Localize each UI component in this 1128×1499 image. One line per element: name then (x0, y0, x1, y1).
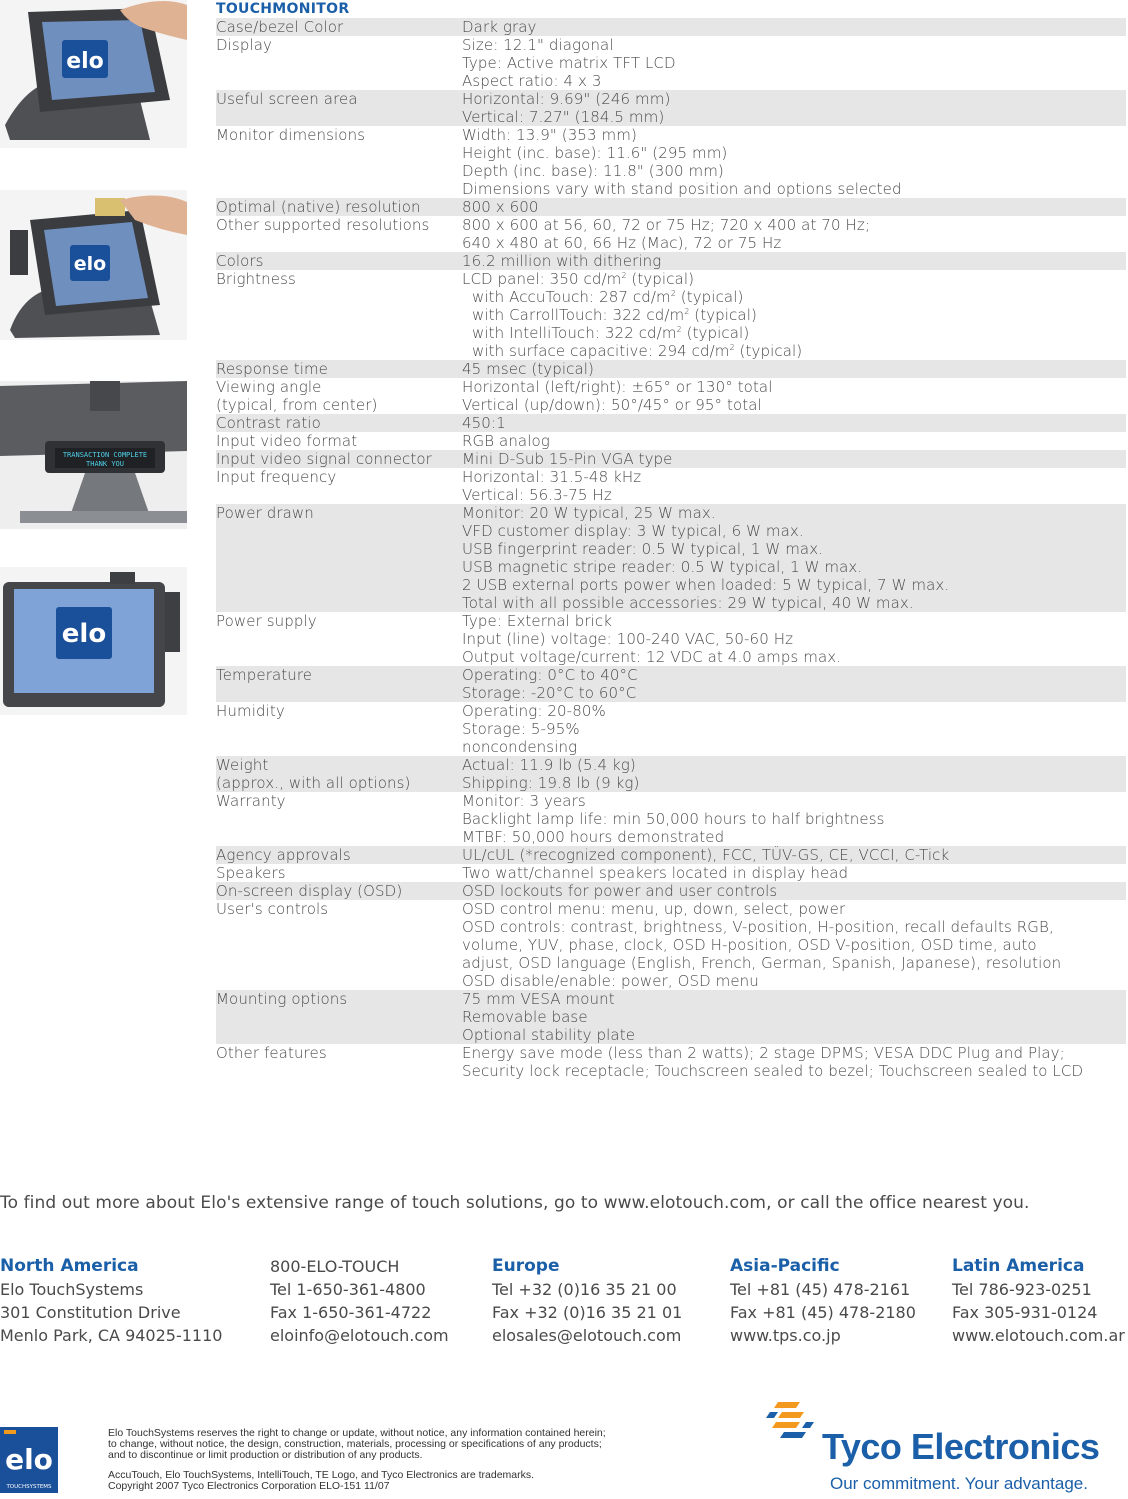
spec-value-line: 450:1 (462, 414, 506, 432)
spec-value-line: 16.2 million with dithering (462, 252, 662, 270)
tyco-name: Tyco Electronics (822, 1426, 1100, 1467)
spec-value-line: Total with all possible accessories: 29 W typical, 40 W max. (462, 594, 914, 612)
spec-value (462, 882, 1126, 900)
touchmonitor-photo-card-swipe (0, 190, 187, 340)
contact-line: Fax +32 (0)16 35 21 01 (492, 1303, 683, 1322)
spec-label-line: Input video format (216, 432, 358, 450)
spec-label (216, 990, 462, 1044)
spec-value-line: LCD panel: 350 $cd/m^2$ (typical) (462, 270, 695, 288)
spec-label (216, 792, 462, 846)
spec-value (462, 666, 1126, 702)
spec-label-line: Input video signal connector (216, 450, 432, 468)
spec-value-line: MTBF: 50,000 hours demonstrated (462, 828, 725, 846)
spec-value-line: OSD control menu: menu, up, down, select, power (462, 900, 846, 918)
contact-email[interactable]: eloinfo@elotouch.com (270, 1326, 449, 1345)
spec-label-line: Other supported resolutions (216, 216, 430, 234)
spec-value-line: with AccuTouch: 287 $cd/m^2$ (typical) (472, 288, 744, 306)
spec-value (462, 414, 1126, 432)
spec-value-line: adjust, OSD language (English, French, German, Spanish, Japanese), resolution (462, 954, 1062, 972)
trademarks-line: AccuTouch, Elo TouchSystems, IntelliTouch, TE Logo, and Tyco Electronics are trademarks. (108, 1469, 535, 1481)
spec-label (216, 216, 462, 252)
spec-value-line: Storage: -20°C to 60°C (462, 684, 637, 702)
spec-label (216, 360, 462, 378)
spec-value-line: with surface capacitive: 294 $cd/m^2$ (typical) (472, 342, 803, 360)
spec-value-line: Dimensions vary with stand position and options selected (462, 180, 902, 198)
spec-row (216, 432, 1126, 450)
contact-line: Fax 305-931-0124 (952, 1303, 1098, 1322)
spec-value-line: Monitor: 20 W typical, 25 W max. (462, 504, 716, 522)
spec-row (216, 666, 1126, 702)
spec-value (462, 36, 1126, 90)
spec-label-line: (typical, from center) (216, 396, 378, 414)
spec-value-line: with CarrollTouch: 322 $cd/m^2$ (typical) (472, 306, 757, 324)
contact-line: Tel 786-923-0251 (952, 1280, 1092, 1299)
legal-line: to change, without notice, the design, construction, materials, processing or specifications of any products; (108, 1438, 602, 1450)
spec-label-line: Contrast ratio (216, 414, 321, 432)
spec-row (216, 450, 1126, 468)
spec-label (216, 864, 462, 882)
spec-label (216, 270, 462, 360)
contact-line: Elo TouchSystems (0, 1280, 144, 1299)
spec-label (216, 756, 462, 792)
spec-value-line: Energy save mode (less than 2 watts); 2 stage DPMS; VESA DDC Plug and Play; (462, 1044, 1065, 1062)
contact-north-america (0, 1255, 222, 1347)
spec-label-line: Input frequency (216, 468, 337, 486)
spec-value-line: Type: External brick (462, 612, 613, 630)
contact-link[interactable]: www.tps.co.jp (730, 1326, 841, 1345)
spec-row (216, 198, 1126, 216)
spec-value-line: noncondensing (462, 738, 578, 756)
spec-table (216, 0, 1126, 1080)
copyright-line: Copyright 2007 Tyco Electronics Corporation ELO-151 11/07 (108, 1480, 390, 1492)
spec-label-line: Colors (216, 252, 264, 270)
spec-label-line: Warranty (216, 792, 286, 810)
spec-row (216, 378, 1126, 414)
spec-row (216, 468, 1126, 504)
spec-value (462, 126, 1126, 198)
legal-line: Elo TouchSystems reserves the right to change or update, without notice, any information contained herein; (108, 1427, 606, 1439)
spec-value-line: Dark gray (462, 18, 537, 36)
spec-label (216, 198, 462, 216)
spec-row (216, 864, 1126, 882)
spec-value-line: Vertical: 56.3-75 Hz (462, 486, 612, 504)
spec-value-line: 75 mm VESA mount (462, 990, 615, 1008)
svg-text:elo: elo (73, 253, 107, 275)
spec-row (216, 1044, 1126, 1080)
spec-row (216, 414, 1126, 432)
contact-europe (492, 1255, 682, 1347)
vfd-line-2: THANK YOU (86, 460, 124, 468)
spec-label (216, 36, 462, 90)
spec-value-line: Operating: 0°C to 40°C (462, 666, 638, 684)
spec-label (216, 702, 462, 756)
spec-value-line: Two watt/channel speakers located in display head (462, 864, 849, 882)
section-title: TOUCHMONITOR (216, 1, 350, 17)
spec-value (462, 270, 1126, 360)
spec-value (462, 90, 1126, 126)
contact-heading: Asia-Pacific (730, 1256, 840, 1276)
spec-value-line: 800 x 600 at 56, 60, 72 or 75 Hz; 720 x 400 at 70 Hz; (462, 216, 870, 234)
spec-label (216, 900, 462, 990)
spec-label-line: Brightness (216, 270, 296, 288)
spec-label-line: Viewing angle (216, 378, 322, 396)
spec-value-line: UL/cUL (*recognized component), FCC, TÜV-GS, CE, VCCI, C-Tick (462, 846, 950, 864)
spec-label-line: Other features (216, 1044, 327, 1062)
info-line: To find out more about Elo's extensive range of touch solutions, go to www.elotouch.com, or call the office nearest you. (0, 1193, 1030, 1213)
spec-row (216, 882, 1126, 900)
spec-value-line: Monitor: 3 years (462, 792, 586, 810)
touchmonitor-photo-front (0, 567, 187, 715)
spec-row (216, 702, 1126, 756)
contact-heading: Latin America (952, 1256, 1085, 1276)
spec-label (216, 414, 462, 432)
spec-label (216, 432, 462, 450)
spec-label (216, 846, 462, 864)
contact-line: Fax +81 (45) 478-2180 (730, 1303, 916, 1322)
spec-value-line: OSD lockouts for power and user controls (462, 882, 778, 900)
spec-label-line: Power supply (216, 612, 317, 630)
spec-value-line: Security lock receptacle; Touchscreen sealed to bezel; Touchscreen sealed to LCD (462, 1062, 1084, 1080)
spec-rows (216, 18, 1126, 1080)
spec-label-line: Power drawn (216, 504, 314, 522)
contact-email[interactable]: elosales@elotouch.com (492, 1326, 682, 1345)
spec-value-line: USB fingerprint reader: 0.5 W typical, 1 W max. (462, 540, 824, 558)
spec-value-line: Size: 12.1" diagonal (462, 36, 614, 54)
spec-value-line: Actual: 11.9 lb (5.4 kg) (462, 756, 636, 774)
spec-value-line: Horizontal: 9.69" (246 mm) (462, 90, 671, 108)
spec-row (216, 360, 1126, 378)
spec-row (216, 126, 1126, 198)
spec-row (216, 990, 1126, 1044)
contact-line: 301 Constitution Drive (0, 1303, 181, 1322)
spec-value-line: 640 x 480 at 60, 66 Hz (Mac), 72 or 75 Hz (462, 234, 782, 252)
spec-label-line: Weight (216, 756, 269, 774)
spec-value (462, 198, 1126, 216)
spec-value-line: Removable base (462, 1008, 588, 1026)
spec-row (216, 504, 1126, 612)
spec-label (216, 90, 462, 126)
spec-value (462, 612, 1126, 666)
spec-label-line: Mounting options (216, 990, 348, 1008)
spec-value (462, 702, 1126, 756)
spec-value (462, 18, 1126, 36)
spec-label-line: (approx., with all options) (216, 774, 411, 792)
spec-label (216, 1044, 462, 1080)
contact-asia-pacific (730, 1255, 916, 1347)
spec-value-line: OSD controls: contrast, brightness, V-position, H-position, recall defaults RGB, (462, 918, 1054, 936)
spec-value-line: Type: Active matrix TFT LCD (462, 54, 676, 72)
spec-value-line: Backlight lamp life: min 50,000 hours to half brightness (462, 810, 885, 828)
svg-text:TOUCHSYSTEMS: TOUCHSYSTEMS (6, 1484, 52, 1490)
spec-row (216, 756, 1126, 792)
spec-value-line: Operating: 20-80% (462, 702, 606, 720)
spec-value-line: Mini D-Sub 15-Pin VGA type (462, 450, 673, 468)
spec-value-line: VFD customer display: 3 W typical, 6 W max. (462, 522, 804, 540)
touchmonitor-photo-hand (0, 0, 187, 148)
contact-line: Menlo Park, CA 94025-1110 (0, 1326, 223, 1345)
spec-value (462, 792, 1126, 846)
spec-value-line: Storage: 5-95% (462, 720, 580, 738)
spec-label-line: Agency approvals (216, 846, 351, 864)
spec-label-line: Humidity (216, 702, 285, 720)
spec-value (462, 432, 1126, 450)
spec-label (216, 450, 462, 468)
spec-value (462, 756, 1126, 792)
spec-value-line: Aspect ratio: 4 x 3 (462, 72, 602, 90)
spec-row (216, 792, 1126, 846)
spec-value (462, 864, 1126, 882)
spec-label (216, 378, 462, 414)
spec-label (216, 612, 462, 666)
spec-value (462, 450, 1126, 468)
spec-value (462, 360, 1126, 378)
spec-value-line: volume, YUV, phase, clock, OSD H-position, OSD V-position, OSD time, auto (462, 936, 1037, 954)
vfd-line-1: TRANSACTION COMPLETE (62, 451, 148, 459)
svg-text:elo: elo (5, 1443, 53, 1476)
spec-value (462, 378, 1126, 414)
spec-value (462, 468, 1126, 504)
spec-label-line: Useful screen area (216, 90, 358, 108)
contact-line: Fax 1-650-361-4722 (270, 1303, 432, 1322)
spec-label-line: Speakers (216, 864, 286, 882)
spec-value-line: with IntelliTouch: 322 $cd/m^2$ (typical) (472, 324, 750, 342)
spec-row (216, 36, 1126, 90)
tyco-electronics-logo (766, 1396, 1128, 1495)
legal-text (108, 1428, 606, 1492)
spec-label (216, 666, 462, 702)
spec-value (462, 990, 1126, 1044)
contact-latin-america (952, 1255, 1125, 1347)
elo-screen-logo: elo (66, 49, 104, 74)
spec-value-line: Output voltage/current: 12 VDC at 4.0 amps max. (462, 648, 842, 666)
spec-label (216, 252, 462, 270)
elo-logo (0, 1425, 60, 1499)
spec-value-line: OSD disable/enable: power, OSD menu (462, 972, 759, 990)
contact-link[interactable]: www.elotouch.com.ar (952, 1326, 1125, 1345)
spec-value-line: Vertical (up/down): 50°/45° or 95° total (462, 396, 762, 414)
contact-north-america-phone (270, 1255, 449, 1347)
spec-label-line: Monitor dimensions (216, 126, 366, 144)
spec-label (216, 126, 462, 198)
contact-line: Tel +32 (0)16 35 21 00 (492, 1280, 677, 1299)
spec-value-line: 800 x 600 (462, 198, 539, 216)
svg-text:elo: elo (61, 619, 107, 649)
spec-label-line: Temperature (216, 666, 313, 684)
spec-value-line: Width: 13.9" (353 mm) (462, 126, 637, 144)
spec-row (216, 270, 1126, 360)
spec-value (462, 252, 1126, 270)
spec-value-line: USB magnetic stripe reader: 0.5 W typical, 1 W max. (462, 558, 863, 576)
spec-value (462, 216, 1126, 252)
spec-value-line: Horizontal: 31.5-48 kHz (462, 468, 642, 486)
spec-value-line: Horizontal (left/right): ±65° or 130° total (462, 378, 773, 396)
spec-label-line: On-screen display (OSD) (216, 882, 403, 900)
spec-row (216, 846, 1126, 864)
spec-value-line: RGB analog (462, 432, 550, 450)
spec-row (216, 900, 1126, 990)
spec-value-line: Height (inc. base): 11.6" (295 mm) (462, 144, 728, 162)
spec-row (216, 90, 1126, 126)
spec-row (216, 612, 1126, 666)
spec-label-line: Display (216, 36, 272, 54)
spec-value (462, 504, 1126, 612)
spec-value-line: Shipping: 19.8 lb (9 kg) (462, 774, 640, 792)
spec-value (462, 1044, 1126, 1080)
spec-row (216, 252, 1126, 270)
spec-label-line: Response time (216, 360, 328, 378)
contact-line: Tel 1-650-361-4800 (270, 1280, 426, 1299)
spec-label (216, 18, 462, 36)
spec-row (216, 18, 1126, 36)
contact-line: Tel +81 (45) 478-2161 (730, 1280, 911, 1299)
spec-value-line: Vertical: 7.27" (184.5 mm) (462, 108, 665, 126)
tyco-tagline: Our commitment. Your advantage. (830, 1474, 1088, 1493)
spec-label-line: Case/bezel Color (216, 18, 344, 36)
spec-value-line: 45 msec (typical) (462, 360, 594, 378)
spec-row (216, 216, 1126, 252)
spec-label (216, 468, 462, 504)
spec-label (216, 882, 462, 900)
spec-label-line: Optimal (native) resolution (216, 198, 421, 216)
touchmonitor-photo-rear-display (0, 381, 187, 529)
te-logo-icon (766, 1396, 822, 1456)
contact-line: 800-ELO-TOUCH (270, 1257, 400, 1276)
contact-heading: Europe (492, 1256, 560, 1276)
spec-value-line: Depth (inc. base): 11.8" (300 mm) (462, 162, 724, 180)
spec-label-line: User's controls (216, 900, 329, 918)
spec-value-line: Optional stability plate (462, 1026, 636, 1044)
contact-heading: North America (0, 1256, 139, 1276)
spec-value (462, 846, 1126, 864)
spec-value (462, 900, 1126, 990)
spec-value-line: 2 USB external ports power when loaded: 5 W typical, 7 W max. (462, 576, 950, 594)
legal-line: and to discontinue or limit production or distribution of any products. (108, 1449, 423, 1461)
spec-label (216, 504, 462, 612)
spec-value-line: Input (line) voltage: 100-240 VAC, 50-60 Hz (462, 630, 794, 648)
